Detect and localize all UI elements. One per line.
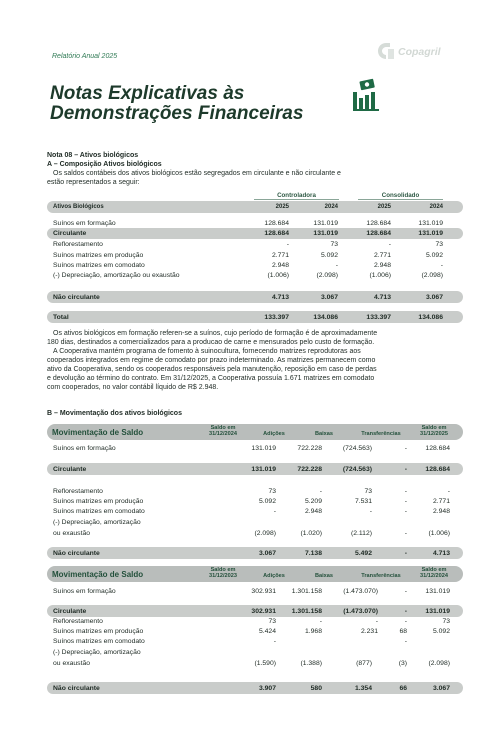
paragraph-line: cooperados integrados em regime de comodato por prazo indeterminado. As matrizes permanecem como — [47, 357, 376, 364]
table-row: Circulante 131.019 722.228 (724.563) - 128.684 — [53, 465, 450, 473]
table-row: Reflorestamento 73 - - - 73 — [53, 618, 450, 625]
table3-col-head: Saldo em 31/12/2023 — [209, 567, 237, 579]
table-row: Não circulante 3.067 7.138 5.492 - 4.713 — [53, 549, 450, 557]
section-a-heading: A – Composição Ativos biológicos — [47, 161, 162, 168]
intro-line-1: Os saldos contábeis dos ativos biológicos estão segregados em circulante e não circulante e — [53, 170, 341, 177]
section-b-heading: B – Movimentação dos ativos biológicos — [47, 410, 182, 417]
table-row: Suínos em formação 128.684 131.019 128.684 131.019 — [53, 220, 443, 227]
table-row: Suínos matrizes em produção 2.771 5.092 2.771 5.092 — [53, 252, 443, 259]
table3-col-head: Baixas — [314, 573, 334, 579]
paragraph-line: Os ativos biológicos em formação referen-se a suínos, cujo período de formação é de aproximadamente — [53, 330, 378, 337]
table2-col-head: Adições — [263, 431, 285, 437]
paragraph-line: ativo da Cooperativa, sendo os cooperados responsáveis pela manutenção, reposição em caso de perdas — [47, 366, 377, 373]
intro-line-2: estão representados a seguir: — [47, 179, 140, 186]
table-row: Não circulante 4.713 3.067 4.713 3.067 — [53, 293, 443, 301]
table-row: Suínos matrizes em produção 5.424 1.968 2.231 68 5.092 — [53, 628, 450, 635]
group-divider — [358, 199, 443, 200]
table-row: Suínos matrizes em comodato - - — [53, 638, 407, 645]
table-row: Suínos matrizes em comodato 2.948 - 2.948 - — [53, 262, 443, 269]
group-divider — [254, 199, 339, 200]
table-row: Reflorestamento 73 - 73 - - — [53, 488, 450, 495]
table2-header-label: Movimentação de Saldo — [52, 428, 144, 437]
table-row: Circulante 302.931 1.301.158 (1.473.070) - 131.019 — [53, 607, 450, 615]
paragraph-line: e devolução ao término do contrato. Em 31/12/2025, a Cooperativa possuía 1.671 matrizes em comodato — [47, 375, 375, 382]
table-row: (-) Depreciação, amortização — [53, 519, 141, 526]
brand-logo — [376, 41, 458, 63]
table-row: (-) Depreciação, amortização ou exaustão (1.006) (2.098) (1.006) (2.098) — [53, 272, 443, 279]
table-row: Não circulante 3.907 580 1.354 66 3.067 — [53, 684, 450, 692]
table2-col-head: Saldo em 31/12/2024 — [209, 425, 237, 437]
copagril-logo-icon — [376, 41, 396, 61]
table-row: Suínos em formação 131.019 722.228 (724.563) - 128.684 — [53, 445, 450, 452]
table-row: (-) Depreciação, amortização — [53, 649, 141, 656]
logo-text: Copagril — [398, 46, 441, 58]
table-row: Suínos matrizes em produção 5.092 5.209 7.531 - 2.771 — [53, 498, 450, 505]
group-consolidado: Consolidado — [381, 192, 420, 199]
paragraph-line: 180 dias, destinados a comercializados para a producao de carne e mensurados pelo custo de formação. — [47, 339, 375, 346]
report-label: Relatório Anual 2025 — [52, 53, 118, 60]
note-heading: Nota 08 – Ativos biológicos — [47, 152, 139, 159]
paragraph-line: A Cooperativa mantém programa de fomento à suinocultura, fornecendo matrizes reprodutoras aos — [53, 348, 361, 355]
table-row: Suínos em formação 302.931 1.301.158 (1.473.070) - 131.019 — [53, 588, 450, 595]
table3-header-label: Movimentação de Saldo — [52, 570, 144, 579]
table-row: Suínos matrizes em comodato - 2.948 - - 2.948 — [53, 508, 450, 515]
table3-col-head: Saldo em 31/12/2024 — [420, 567, 448, 579]
table2-col-head: Baixas — [314, 431, 334, 437]
table2-col-head: Saldo em 31/12/2025 — [420, 425, 448, 437]
table-row: ou exaustão (1.590) (1.388) (877) (3) (2.098) — [53, 660, 450, 667]
table1-header: Ativos Biológicos 2025 2024 2025 2024 — [53, 203, 443, 210]
paragraph-line: com cooperados, no valor contábil líquido de R$ 2.948. — [47, 384, 219, 391]
table3-col-head: Adições — [263, 573, 285, 579]
table-row: Total 133.397 134.086 133.397 134.086 — [53, 313, 443, 321]
table-row: Circulante 128.684 131.019 128.684 131.019 — [53, 230, 443, 237]
page-title: Notas Explicativas às Demonstrações Financeiras — [50, 83, 304, 124]
money-chart-icon — [352, 78, 380, 112]
table2-col-head: Transferências — [361, 431, 401, 437]
table3-col-head: Transferências — [361, 573, 401, 579]
table-row: ou exaustão (2.098) (1.020) (2.112) - (1.006) — [53, 530, 450, 537]
group-controladora: Controladora — [277, 192, 316, 199]
table-row: Reflorestamento - 73 - 73 — [53, 241, 443, 248]
